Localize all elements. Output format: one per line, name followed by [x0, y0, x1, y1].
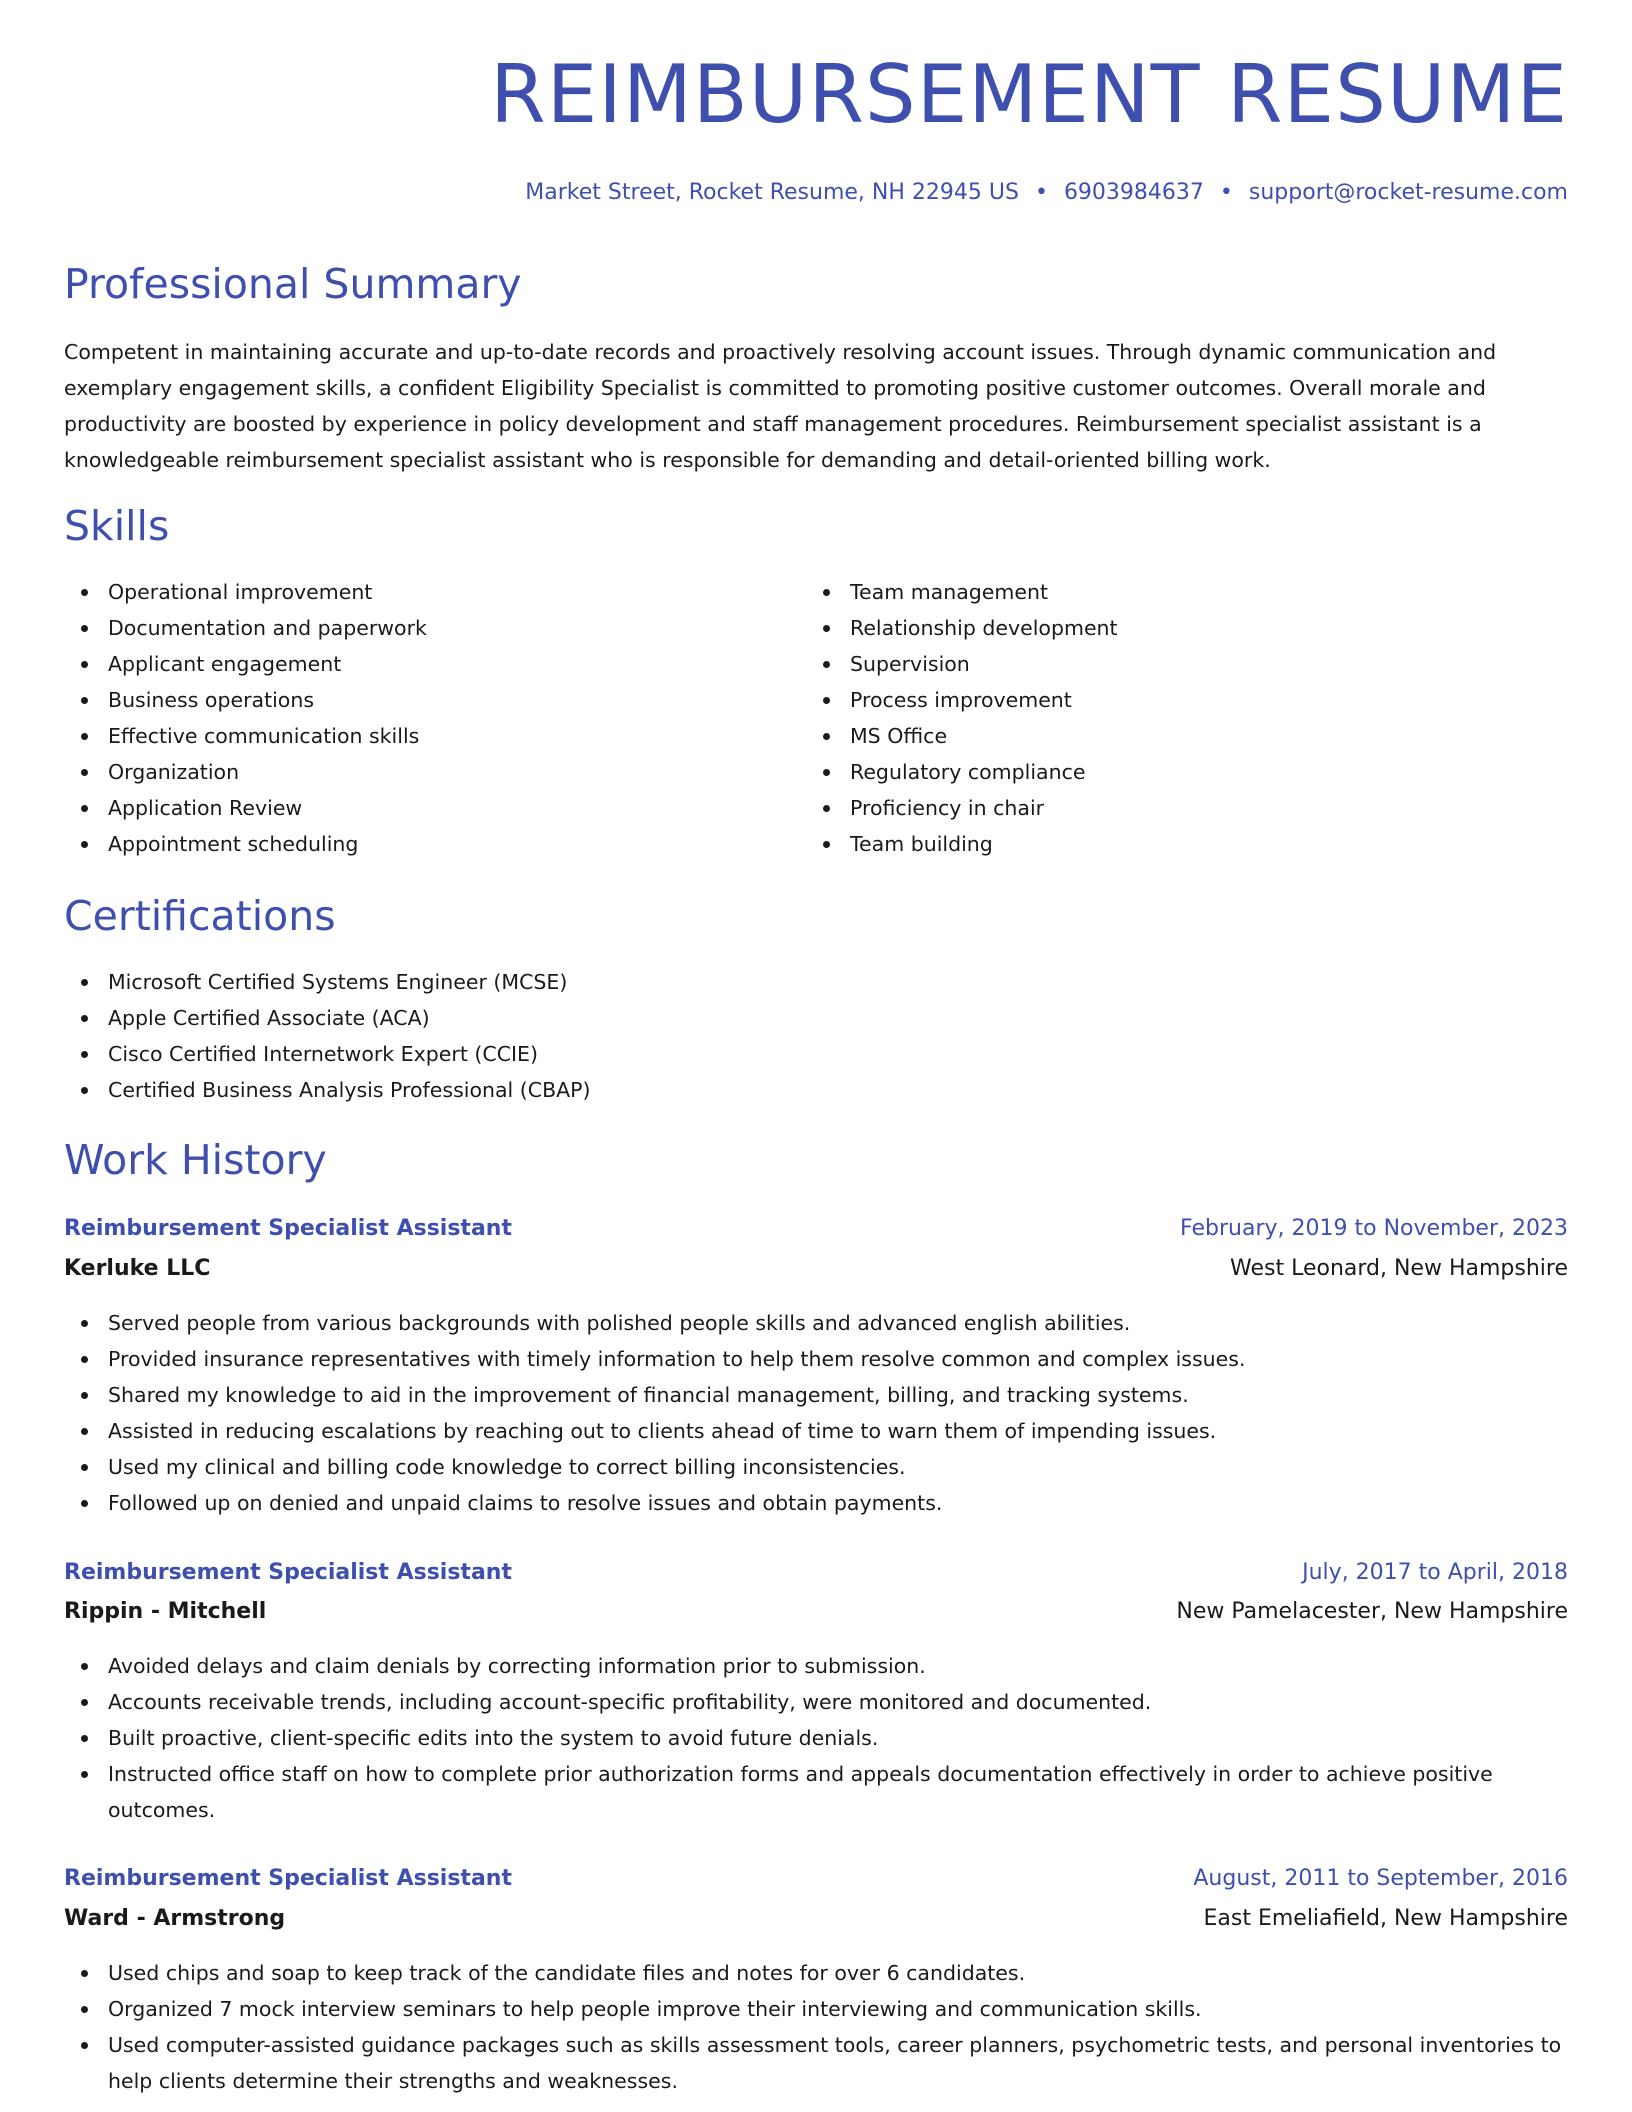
job-company: Kerluke LLC: [64, 1256, 211, 1281]
job-company: Ward - Armstrong: [64, 1906, 286, 1931]
job-bullet: Used my clinical and billing code knowledge to correct billing inconsistencies.: [64, 1449, 1568, 1485]
job-title: Reimbursement Specialist Assistant: [64, 1560, 512, 1585]
resume-page: [64, 0, 1568, 2112]
skill-item: Proficiency in chair: [806, 790, 1546, 826]
job-bullets: [64, 1648, 1568, 1828]
work-history-heading: Work History: [64, 1136, 327, 1184]
certification-item: Microsoft Certified Systems Engineer (MCSE): [64, 964, 1568, 1000]
certifications-heading: Certifications: [64, 892, 336, 940]
job-location: East Emeliafield, New Hampshire: [1203, 1906, 1568, 1931]
job-dates: February, 2019 to November, 2023: [1180, 1216, 1568, 1241]
contact-phone: 6903984637: [1063, 180, 1204, 205]
job-title-row: [64, 1866, 1568, 1900]
job-bullet: Avoided delays and claim denials by correcting information prior to submission.: [64, 1648, 1568, 1684]
contact-line: [525, 180, 1568, 205]
certification-item: Apple Certified Associate (ACA): [64, 1000, 1568, 1036]
skill-item: Application Review: [64, 790, 784, 826]
skill-item: Effective communication skills: [64, 718, 784, 754]
skill-item: Regulatory compliance: [806, 754, 1546, 790]
job-bullet: Provided insurance representatives with timely information to help them resolve common and complex issues.: [64, 1341, 1568, 1377]
job-bullet: Used computer-assisted guidance packages such as skills assessment tools, career planners, psychometric tests, and personal inventories to help clients determine their strengths and weaknesses.: [64, 2027, 1568, 2099]
job-bullet: Instructed office staff on how to complete prior authorization forms and appeals documentation effectively in order to achieve positive outcomes.: [64, 1756, 1568, 1828]
skill-item: Process improvement: [806, 682, 1546, 718]
summary-heading: Professional Summary: [64, 260, 522, 308]
job-company-row: [64, 1906, 1568, 1940]
job-bullets: [64, 1305, 1568, 1521]
job-bullet: Used chips and soap to keep track of the candidate files and notes for over 6 candidates.: [64, 1955, 1568, 1991]
resume-name: REIMBURSEMENT RESUME: [490, 48, 1568, 141]
skills-list-right: [806, 574, 1546, 862]
contact-separator: •: [1034, 180, 1048, 205]
certifications-list: [64, 964, 1568, 1108]
job-company-row: [64, 1256, 1568, 1290]
job-bullet: Shared my knowledge to aid in the improvement of financial management, billing, and tracking systems.: [64, 1377, 1568, 1413]
contact-email[interactable]: support@rocket-resume.com: [1248, 180, 1568, 205]
job-bullets: [64, 1955, 1568, 2099]
skill-item: Supervision: [806, 646, 1546, 682]
job-bullet: Accounts receivable trends, including account-specific profitability, were monitored and documented.: [64, 1684, 1568, 1720]
skill-item: Operational improvement: [64, 574, 784, 610]
job-bullet: Organized 7 mock interview seminars to help people improve their interviewing and communication skills.: [64, 1991, 1568, 2027]
certification-item: Cisco Certified Internetwork Expert (CCIE): [64, 1036, 1568, 1072]
job-bullet: Built proactive, client-specific edits into the system to avoid future denials.: [64, 1720, 1568, 1756]
job-company: Rippin - Mitchell: [64, 1599, 267, 1624]
contact-separator: •: [1219, 180, 1233, 205]
job-title: Reimbursement Specialist Assistant: [64, 1866, 512, 1891]
job-bullet: Assisted in reducing escalations by reaching out to clients ahead of time to warn them of impending issues.: [64, 1413, 1568, 1449]
skill-item: Appointment scheduling: [64, 826, 784, 862]
job-title-row: [64, 1216, 1568, 1250]
job-title-row: [64, 1560, 1568, 1594]
summary-text: Competent in maintaining accurate and up-to-date records and proactively resolving account issues. Through dynamic communication and exemplary engagement skills, a confident Eligibility Specialist is committed to promoting positive customer outcomes. Overall morale and productivity are boosted by experience in policy development and staff management procedures. Reimbursement specialist assistant is a knowledgeable reimbursement specialist assistant who is responsible for demanding and detail-oriented billing work.: [64, 340, 1497, 472]
skill-item: Organization: [64, 754, 784, 790]
skills-list-left: [64, 574, 784, 862]
skill-item: MS Office: [806, 718, 1546, 754]
job-company-row: [64, 1599, 1568, 1633]
skill-item: Business operations: [64, 682, 784, 718]
job-title: Reimbursement Specialist Assistant: [64, 1216, 512, 1241]
skill-item: Applicant engagement: [64, 646, 784, 682]
contact-address: Market Street, Rocket Resume, NH 22945 US: [525, 180, 1019, 205]
skill-item: Relationship development: [806, 610, 1546, 646]
job-dates: July, 2017 to April, 2018: [1302, 1560, 1568, 1585]
skill-item: Team management: [806, 574, 1546, 610]
job-dates: August, 2011 to September, 2016: [1193, 1866, 1568, 1891]
job-bullet: Followed up on denied and unpaid claims to resolve issues and obtain payments.: [64, 1485, 1568, 1521]
certification-item: Certified Business Analysis Professional (CBAP): [64, 1072, 1568, 1108]
job-location: New Pamelacester, New Hampshire: [1176, 1599, 1568, 1624]
skill-item: Documentation and paperwork: [64, 610, 784, 646]
skills-heading: Skills: [64, 502, 170, 550]
job-bullet: Served people from various backgrounds with polished people skills and advanced english abilities.: [64, 1305, 1568, 1341]
skill-item: Team building: [806, 826, 1546, 862]
job-location: West Leonard, New Hampshire: [1230, 1256, 1568, 1281]
